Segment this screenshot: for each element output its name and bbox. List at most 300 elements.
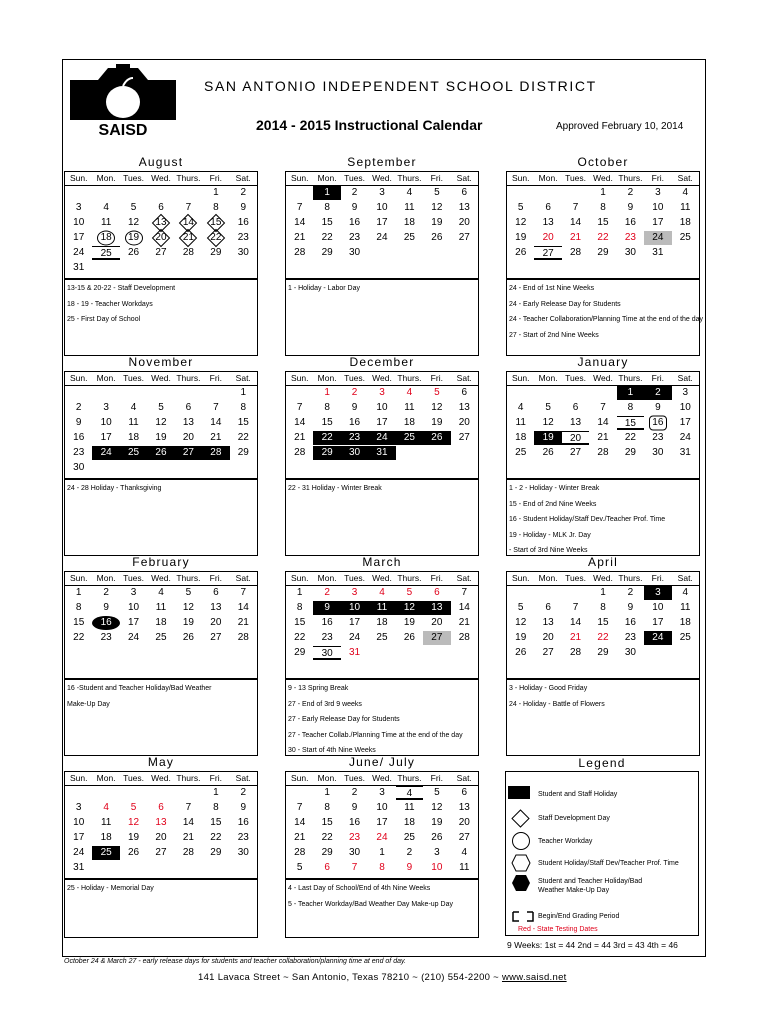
day-cell: 19 [515,232,527,243]
day-cell: 4 [379,587,385,598]
day-cell: 22 [597,232,609,243]
nine-weeks-summary: 9 Weeks: 1st = 44 2nd = 44 3rd = 43 4th = 46 [507,940,678,950]
diamond-icon [511,809,529,827]
day-cell: 28 [294,447,306,458]
day-cell: 9 [313,601,340,615]
note-line: - Start of 3rd Nine Weeks [509,547,588,554]
day-cell: 23 [624,632,636,643]
legend [505,771,699,936]
note-line: 30 - Start of 4th Nine Weeks [288,747,376,754]
month-title: September [347,155,417,169]
day-cell: 9 [240,202,247,213]
day-cell: 8 [75,602,82,613]
day-cell: 15 [202,216,229,230]
day-cell: 30 [624,647,636,658]
day-cell: 9 [351,402,358,413]
day-cell: 6 [185,402,192,413]
day-cell: 30 [349,847,361,858]
day-cell: 21 [570,232,582,243]
day-cell: 23 [321,632,333,643]
day-cell: 22 [237,432,249,443]
weekday-label: Tues. [565,573,587,583]
day-cell: 23 [652,432,664,443]
weekday-label: Fri. [209,373,222,383]
day-cell: 27 [155,847,167,858]
day-cell: 17 [349,617,361,628]
weekday-label: Mon. [538,173,558,183]
weekday-label: Sun. [290,373,309,383]
day-cell: 8 [213,202,219,213]
day-cell: 2 [406,847,413,858]
weekday-label: Thurs. [397,373,422,383]
day-cell: 24 [92,446,119,460]
day-cell: 16 [92,616,119,630]
day-cell: 13 [147,216,174,230]
day-cell: 17 [73,832,85,843]
day-cell: 14 [182,817,194,828]
day-cell: 19 [534,431,561,445]
weekday-label: Mon. [317,573,337,583]
day-cell: 30 [349,247,361,258]
month-notes [285,679,479,756]
legend-bad-weather-1: Student and Teacher Holiday/Bad [538,878,643,885]
weekday-label: Sat. [456,573,472,583]
day-cell: 31 [652,247,664,258]
day-cell: 26 [147,446,174,460]
day-cell: 7 [240,587,247,598]
day-cell: 15 [597,617,609,628]
weekday-label: Sun. [290,573,309,583]
note-line: 24 - End of 1st Nine Weeks [509,285,595,292]
day-cell: 7 [296,402,303,413]
filled-hexagon-icon [511,874,531,892]
day-cell: 30 [313,646,340,660]
month-grid [506,171,700,279]
weekday-label: Sun. [511,373,530,383]
day-cell: 13 [210,602,222,613]
day-cell: 10 [100,417,112,428]
day-cell: 6 [572,402,579,413]
day-cell: 4 [461,847,468,858]
day-cell: 27 [534,246,561,260]
weekday-label: Sat. [235,773,251,783]
hexagon-icon [511,854,531,872]
day-cell: 7 [185,802,192,813]
day-cell: 2 [627,187,634,198]
day-cell: 2 [627,587,634,598]
day-cell: 10 [431,862,443,873]
day-cell: 11 [404,202,415,213]
day-cell: 4 [396,786,423,800]
logo-text: SAISD [98,122,148,136]
day-cell: 16 [624,217,636,228]
day-cell: 25 [155,632,167,643]
day-cell: 29 [210,847,222,858]
day-cell: 28 [597,447,609,458]
day-cell: 23 [624,232,636,243]
weekday-label: Tues. [344,373,366,383]
day-cell: 20 [562,431,589,445]
day-cell: 30 [237,847,249,858]
weekday-label: Mon. [538,373,558,383]
day-cell: 17 [376,217,388,228]
district-name: SAN ANTONIO INDEPENDENT SCHOOL DISTRICT [204,78,597,94]
day-cell: 22 [210,832,222,843]
day-cell: 4 [406,187,413,198]
day-cell: 27 [458,832,470,843]
day-cell: 3 [434,847,440,858]
weekday-label: Tues. [344,773,366,783]
day-cell: 10 [73,817,85,828]
weekday-label: Sat. [456,373,472,383]
day-cell: 11 [155,602,167,613]
day-cell: 11 [404,802,415,813]
weekday-label: Fri. [651,173,664,183]
weekday-label: Mon. [317,773,337,783]
day-cell: 18 [679,617,691,628]
day-cell: 12 [431,402,443,413]
day-cell: 2 [351,387,358,398]
weekday-label: Tues. [123,373,145,383]
day-cell: 1 [75,587,82,598]
day-cell: 8 [324,802,330,813]
day-cell: 16 [237,217,249,228]
website-link[interactable]: www.saisd.net [501,972,567,983]
day-cell: 8 [600,202,606,213]
day-cell: 24 [349,632,361,643]
month-title: February [132,555,190,569]
day-cell: 1 [379,847,385,858]
day-cell: 1 [240,387,247,398]
weekday-label: Tues. [344,173,366,183]
month-grid [64,571,258,679]
note-line: 13-15 & 20-22 - Staff Development [67,285,176,292]
weekday-label: Wed. [151,773,171,783]
day-cell: 23 [237,832,249,843]
day-cell: 25 [403,232,415,243]
footnote: October 24 & March 27 - early release days for students and teacher collaboration/planning time at end of day. [64,958,406,965]
day-cell: 18 [100,832,112,843]
day-cell: 10 [341,601,368,615]
day-cell: 6 [461,187,468,198]
month-notes [64,279,258,356]
day-cell: 20 [542,632,554,643]
day-cell: 3 [130,587,137,598]
day-cell: 5 [296,862,303,873]
day-cell: 14 [237,602,249,613]
day-cell: 30 [624,247,636,258]
weekday-label: Sun. [69,373,88,383]
weekday-label: Sat. [456,773,472,783]
day-cell: 21 [570,632,582,643]
day-cell: 14 [570,217,582,228]
day-cell: 28 [570,247,582,258]
weekday-label: Tues. [123,173,145,183]
day-cell: 11 [459,862,470,873]
day-cell: 8 [296,602,303,613]
day-cell: 7 [213,402,219,413]
weekday-label: Wed. [372,573,392,583]
day-cell: 6 [158,802,164,813]
day-cell: 16 [349,417,361,428]
day-cell: 3 [75,802,82,813]
day-cell: 25 [376,632,388,643]
day-cell: 3 [351,587,358,598]
day-cell: 24 [376,832,388,843]
day-cell: 15 [210,817,222,828]
note-line: 3 - Holiday - Good Friday [509,685,588,692]
day-cell: 10 [376,202,388,213]
note-line: 9 - 13 Spring Break [288,685,349,692]
note-line: Make-Up Day [67,700,110,708]
day-cell: 2 [351,187,358,198]
day-cell: 9 [240,802,247,813]
day-cell: 10 [376,802,388,813]
day-cell: 16 [321,617,333,628]
approved-date: Approved February 10, 2014 [556,121,684,132]
day-cell: 6 [545,602,551,613]
weekday-label: Sat. [235,573,251,583]
weekday-label: Tues. [123,573,145,583]
day-cell: 22 [202,231,229,245]
day-cell: 10 [128,602,140,613]
day-cell: 6 [545,202,551,213]
day-cell: 30 [652,447,664,458]
day-cell: 28 [294,847,306,858]
day-cell: 16 [349,817,361,828]
month-title: April [587,555,618,569]
day-cell: 4 [103,802,109,813]
weekday-label: Tues. [565,373,587,383]
note-line: 27 - Start of 2nd Nine Weeks [509,331,599,339]
day-cell: 23 [349,832,361,843]
day-cell: 19 [431,817,443,828]
month-notes [64,879,258,938]
day-cell: 17 [73,232,85,243]
day-cell: 25 [120,446,147,460]
day-cell: 30 [73,462,85,473]
note-line: 19 - Holiday - MLK Jr. Day [509,531,591,539]
month-grid [64,771,258,879]
day-cell: 21 [237,617,249,628]
day-cell: 18 [403,417,415,428]
day-cell: 21 [294,232,306,243]
day-cell: 30 [341,446,368,460]
month-notes [64,679,258,756]
day-cell: 12 [396,601,423,615]
day-cell: 14 [294,417,306,428]
month-title: March [362,555,402,569]
weekday-label: Mon. [96,573,116,583]
weekday-label: Fri. [209,773,222,783]
day-cell: 10 [652,602,664,613]
day-cell: 22 [597,632,609,643]
weekday-label: Sun. [69,573,88,583]
day-cell: 8 [627,402,634,413]
day-cell: 12 [431,202,443,213]
weekday-label: Sat. [235,173,251,183]
day-cell: 21 [597,432,609,443]
day-cell: 29 [210,247,222,258]
day-cell: 11 [515,417,526,428]
weekday-label: Mon. [96,173,116,183]
day-cell: 25 [396,431,423,445]
month-grid [506,371,700,479]
day-cell: 14 [570,617,582,628]
day-cell: 3 [379,387,385,398]
day-cell: 29 [321,247,333,258]
day-cell: 18 [515,432,527,443]
day-cell: 5 [158,402,164,413]
day-cell: 22 [321,832,333,843]
note-line: 16 -Student and Teacher Holiday/Bad Weather [67,685,212,692]
day-cell: 12 [515,217,527,228]
day-cell: 26 [515,247,527,258]
day-cell: 4 [517,402,524,413]
legend-grading-period: Begin/End Grading Period [538,913,620,920]
day-cell: 11 [128,417,139,428]
day-cell: 11 [680,202,691,213]
address-text: 141 Lavaca Street ~ San Antonio, Texas 78210 ~ (210) 554-2200 ~ [198,972,502,983]
weekday-label: Sun. [290,773,309,783]
day-cell: 19 [128,832,140,843]
weekday-label: Fri. [430,373,443,383]
day-cell: 13 [423,601,450,615]
day-cell: 3 [644,586,671,600]
day-cell: 15 [321,217,333,228]
month-notes [506,679,700,756]
legend-holiday: Student and Staff Holiday [538,791,618,798]
day-cell: 31 [349,647,361,658]
day-cell: 31 [73,862,85,873]
day-cell: 12 [155,417,167,428]
day-cell: 10 [73,217,85,228]
month-grid [285,771,479,879]
day-cell: 2 [240,187,247,198]
weekday-label: Mon. [96,373,116,383]
month-notes [285,479,479,556]
weekday-label: Sat. [677,573,693,583]
month-grid [64,371,258,479]
day-cell: 27 [458,232,470,243]
day-cell: 6 [434,587,440,598]
day-cell: 5 [130,202,137,213]
day-cell: 26 [128,847,140,858]
day-cell: 5 [434,187,440,198]
day-cell: 9 [406,862,413,873]
day-cell: 28 [294,247,306,258]
day-cell: 28 [182,847,194,858]
day-cell: 13 [458,202,470,213]
day-cell: 2 [240,787,247,798]
day-cell: 5 [545,402,551,413]
day-cell: 13 [542,617,554,628]
weekday-label: Thurs. [176,573,201,583]
day-cell: 24 [368,431,395,445]
day-cell: 16 [624,617,636,628]
weekday-label: Mon. [317,373,337,383]
day-cell: 3 [655,187,661,198]
day-cell: 20 [155,832,167,843]
day-cell: 23 [349,232,361,243]
day-cell: 26 [515,647,527,658]
day-cell: 8 [379,862,385,873]
day-cell: 7 [296,802,303,813]
weekday-label: Wed. [593,373,613,383]
day-cell: 1 [313,186,340,200]
day-cell: 4 [130,402,137,413]
day-cell: 24 [376,232,388,243]
weekday-label: Fri. [430,573,443,583]
weekday-label: Thurs. [176,173,201,183]
day-cell: 8 [324,202,330,213]
day-cell: 12 [128,217,140,228]
weekday-label: Sun. [69,773,88,783]
day-cell: 1 [324,387,330,398]
day-cell: 17 [128,617,140,628]
weekday-label: Sat. [677,173,693,183]
weekday-label: Fri. [651,573,664,583]
day-cell: 5 [423,786,450,800]
day-cell: 2 [324,587,330,598]
day-cell: 24 [73,247,85,258]
month-title: May [147,755,175,769]
day-cell: 25 [403,832,415,843]
weekday-label: Tues. [123,773,145,783]
legend-prof-time: Student Holiday/Staff Dev/Teacher Prof. Time [538,860,679,867]
note-line: 25 - First Day of School [67,316,141,323]
month-title: December [349,355,415,369]
day-cell: 5 [517,602,524,613]
day-cell: 13 [182,417,194,428]
day-cell: 9 [627,602,634,613]
legend-bad-weather-2: Weather Make-Up Day [538,887,610,894]
legend-title: Legend [578,756,626,770]
day-cell: 5 [434,387,440,398]
day-cell: 24 [679,432,691,443]
weekday-label: Wed. [151,573,171,583]
weekday-label: Thurs. [397,773,422,783]
day-cell: 16 [644,416,671,430]
day-cell: 6 [213,587,219,598]
day-cell: 9 [75,417,82,428]
day-cell: 16 [349,217,361,228]
day-cell: 3 [103,402,109,413]
weekday-label: Tues. [565,173,587,183]
day-cell: 9 [655,402,661,413]
day-cell: 12 [542,417,554,428]
day-cell: 20 [431,617,443,628]
day-cell: 29 [597,247,609,258]
weekday-label: Fri. [430,773,443,783]
day-cell: 27 [542,647,554,658]
weekday-label: Sun. [511,573,530,583]
day-cell: 6 [461,387,468,398]
day-cell: 28 [202,446,229,460]
month-notes [285,879,479,938]
day-cell: 11 [404,402,415,413]
day-cell: 15 [73,617,85,628]
day-cell: 15 [617,416,644,430]
day-cell: 27 [175,446,202,460]
note-line: 5 - Teacher Workday/Bad Weather Day Make-up Day [288,900,453,908]
note-line: 24 - Teacher Collaboration/Planning Time at the end of the day [509,316,704,323]
day-cell: 2 [644,386,671,400]
day-cell: 27 [570,447,582,458]
day-cell: 13 [542,217,554,228]
day-cell: 18 [403,217,415,228]
day-cell: 20 [458,217,470,228]
